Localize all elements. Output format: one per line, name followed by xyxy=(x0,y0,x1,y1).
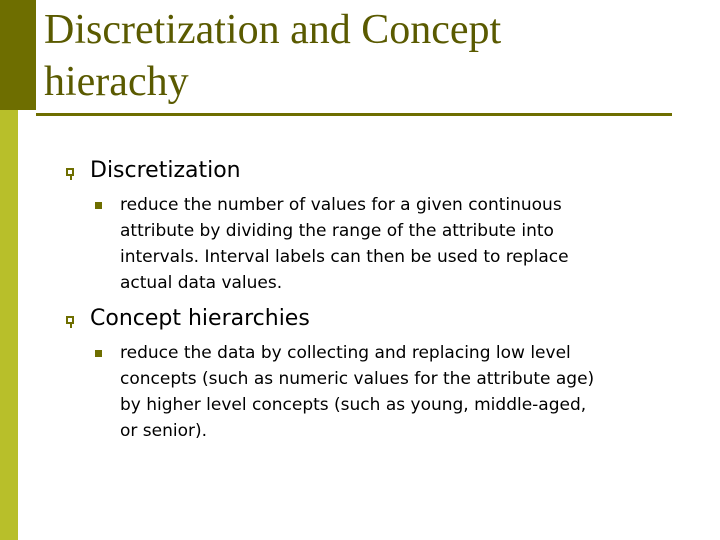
sub-bullet-discretization: reduce the number of values for a given continuous attribute by dividing the range of the attribute into intervals. Interval labels can then be used to replace actual data values. xyxy=(120,195,569,293)
square-bullet-icon xyxy=(95,202,102,209)
title-underline xyxy=(36,113,672,116)
slide-title: Discretization and Concept hierachy xyxy=(44,7,502,105)
sub-bullet-concept-hierarchies: reduce the data by collecting and replacing low level concepts (such as numeric values for the attribute age) by higher level concepts (such as young, middle-aged, or senior). xyxy=(120,343,595,441)
box-bullet-icon xyxy=(63,313,77,327)
sidebar-accent-bottom xyxy=(0,110,18,540)
bullet-concept-hierarchies: Concept hierarchies xyxy=(90,306,310,331)
square-bullet-icon xyxy=(95,350,102,357)
bullet-discretization: Discretization xyxy=(90,158,241,183)
sidebar-accent-top xyxy=(0,0,36,110)
box-bullet-icon xyxy=(63,165,77,179)
